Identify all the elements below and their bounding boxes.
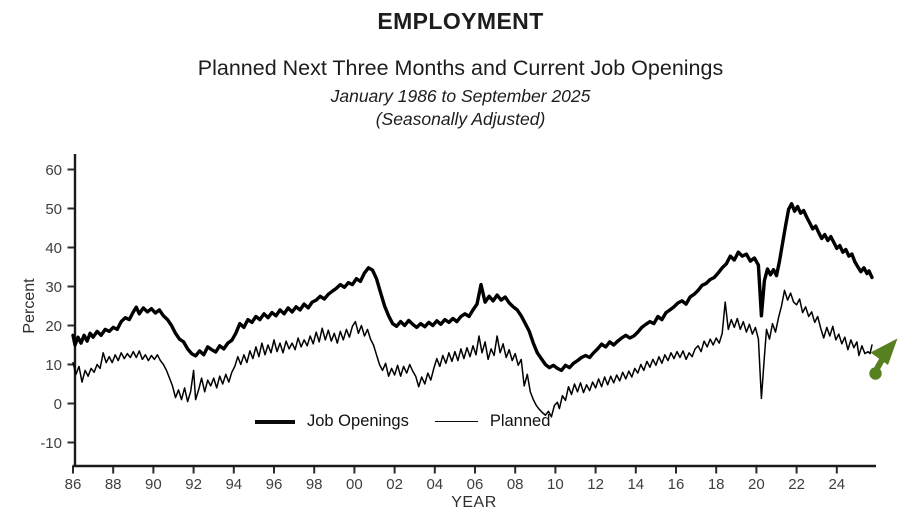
x-axis-ticks xyxy=(65,466,845,493)
chart-title: EMPLOYMENT xyxy=(377,8,544,34)
x-tick-label: 04 xyxy=(426,476,444,493)
x-tick-label: 12 xyxy=(587,476,604,493)
legend xyxy=(255,412,550,431)
legend-label-job-openings: Job Openings xyxy=(307,412,409,430)
chart-note: (Seasonally Adjusted) xyxy=(375,109,546,129)
x-tick-label: 18 xyxy=(707,476,725,493)
y-tick-label: 40 xyxy=(45,240,62,257)
y-tick-label: 0 xyxy=(53,396,62,413)
x-tick-label: 90 xyxy=(145,476,162,493)
trend-up-arrow-icon xyxy=(869,339,897,380)
legend-label-planned: Planned xyxy=(489,412,551,430)
x-tick-label: 22 xyxy=(788,476,805,493)
chart-period: January 1986 to September 2025 xyxy=(330,86,591,106)
x-tick-label: 08 xyxy=(506,476,524,493)
x-tick-label: 16 xyxy=(667,476,685,493)
y-tick-label: 10 xyxy=(45,357,62,374)
data-series xyxy=(73,204,872,417)
chart-subtitle: Planned Next Three Months and Current Job Openings xyxy=(197,56,724,80)
x-tick-label: 94 xyxy=(225,476,243,493)
y-tick-label: 50 xyxy=(45,201,62,218)
y-tick-label: -10 xyxy=(40,435,62,452)
y-axis-ticks xyxy=(40,162,75,452)
y-axis-title: Percent xyxy=(21,278,38,334)
x-tick-label: 24 xyxy=(828,476,846,493)
y-tick-label: 20 xyxy=(45,318,62,335)
y-tick-label: 60 xyxy=(45,162,62,179)
x-tick-label: 86 xyxy=(64,476,82,493)
x-tick-label: 06 xyxy=(466,476,484,493)
x-tick-label: 20 xyxy=(748,476,765,493)
x-tick-label: 02 xyxy=(386,476,403,493)
y-tick-label: 30 xyxy=(45,279,62,296)
x-axis-title: YEAR xyxy=(451,494,497,511)
x-tick-label: 88 xyxy=(104,476,122,493)
x-tick-label: 92 xyxy=(185,476,202,493)
x-tick-label: 00 xyxy=(346,476,363,493)
x-tick-label: 14 xyxy=(627,476,645,493)
legend-key-job-openings xyxy=(255,420,295,424)
x-tick-label: 96 xyxy=(265,476,283,493)
x-tick-label: 10 xyxy=(547,476,564,493)
x-tick-label: 98 xyxy=(305,476,323,493)
legend-key-planned xyxy=(435,421,478,423)
